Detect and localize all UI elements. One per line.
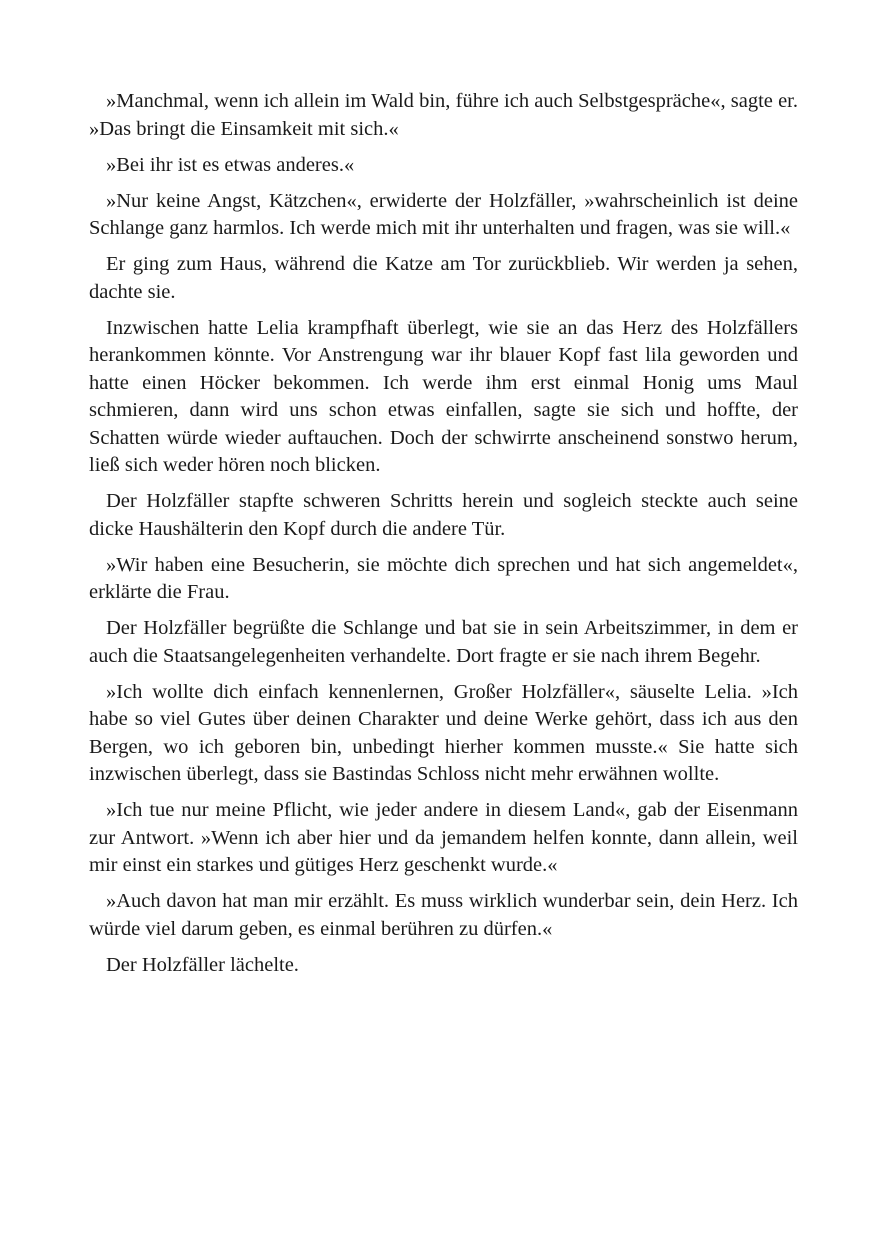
paragraph-9: »Ich wollte dich einfach kennenlernen, Großer Holzfäller«, säuselte Lelia. »Ich habe so viel Gutes über deinen Charakter und deine Werke gehört, dass ich aus den Bergen, wo ich geboren bin, unbedingt hierher kommen musste.« Sie hatte sich inzwischen überlegt, dass sie Bastindas Schloss nicht mehr erwähnen wollte.: [89, 680, 798, 785]
paragraph-5: Inzwischen hatte Lelia krampfhaft überlegt, wie sie an das Herz des Holzfällers herankommen könnte. Vor Anstrengung war ihr blauer Kopf fast lila geworden und hatte einen Höcker bekommen. Ich werde ihm erst einmal Honig ums Maul schmieren, dann wird uns schon etwas einfallen, sagte sie sich und hoffte, der Schatten würde wieder auftauchen. Doch der schwirrte anscheinend sonstwo herum, ließ sich weder hören noch blicken.: [89, 316, 798, 476]
paragraph-7: »Wir haben eine Besucherin, sie möchte dich sprechen und hat sich angemeldet«, erklärte die Frau.: [89, 553, 798, 603]
paragraph-2: »Bei ihr ist es etwas anderes.«: [106, 153, 355, 176]
paragraph-1: »Manchmal, wenn ich allein im Wald bin, führe ich auch Selbstgespräche«, sagte er. »Das bringt die Einsamkeit mit sich.«: [89, 90, 798, 140]
paragraph-4: Er ging zum Haus, während die Katze am Tor zurückblieb. Wir werden ja sehen, dachte sie.: [89, 253, 798, 303]
paragraph-10: »Ich tue nur meine Pflicht, wie jeder andere in diesem Land«, gab der Eisenmann zur Antwort. »Wenn ich aber hier und da jemandem helfen konnte, dann allein, weil mir einst ein starkes und gütiges Herz geschenkt wurde.«: [89, 799, 798, 876]
paragraph-6: Der Holzfäller stapfte schweren Schritts herein und sogleich steckte auch seine dicke Haushälterin den Kopf durch die andere Tür.: [89, 490, 798, 540]
paragraph-3: »Nur keine Angst, Kätzchen«, erwiderte der Holzfäller, »wahrscheinlich ist deine Schlange ganz harmlos. Ich werde mich mit ihr unterhalten und fragen, was sie will.«: [89, 189, 798, 239]
paragraph-11: »Auch davon hat man mir erzählt. Es muss wirklich wunderbar sein, dein Herz. Ich würde viel darum geben, es einmal berühren zu dürfen.«: [89, 890, 798, 940]
paragraph-12: Der Holzfäller lächelte.: [106, 953, 299, 976]
body-text: [89, 88, 798, 979]
paragraph-8: Der Holzfäller begrüßte die Schlange und bat sie in sein Arbeitszimmer, in dem er auch die Staatsangelegenheiten verhandelte. Dort fragte er sie nach ihrem Begehr.: [89, 617, 798, 667]
